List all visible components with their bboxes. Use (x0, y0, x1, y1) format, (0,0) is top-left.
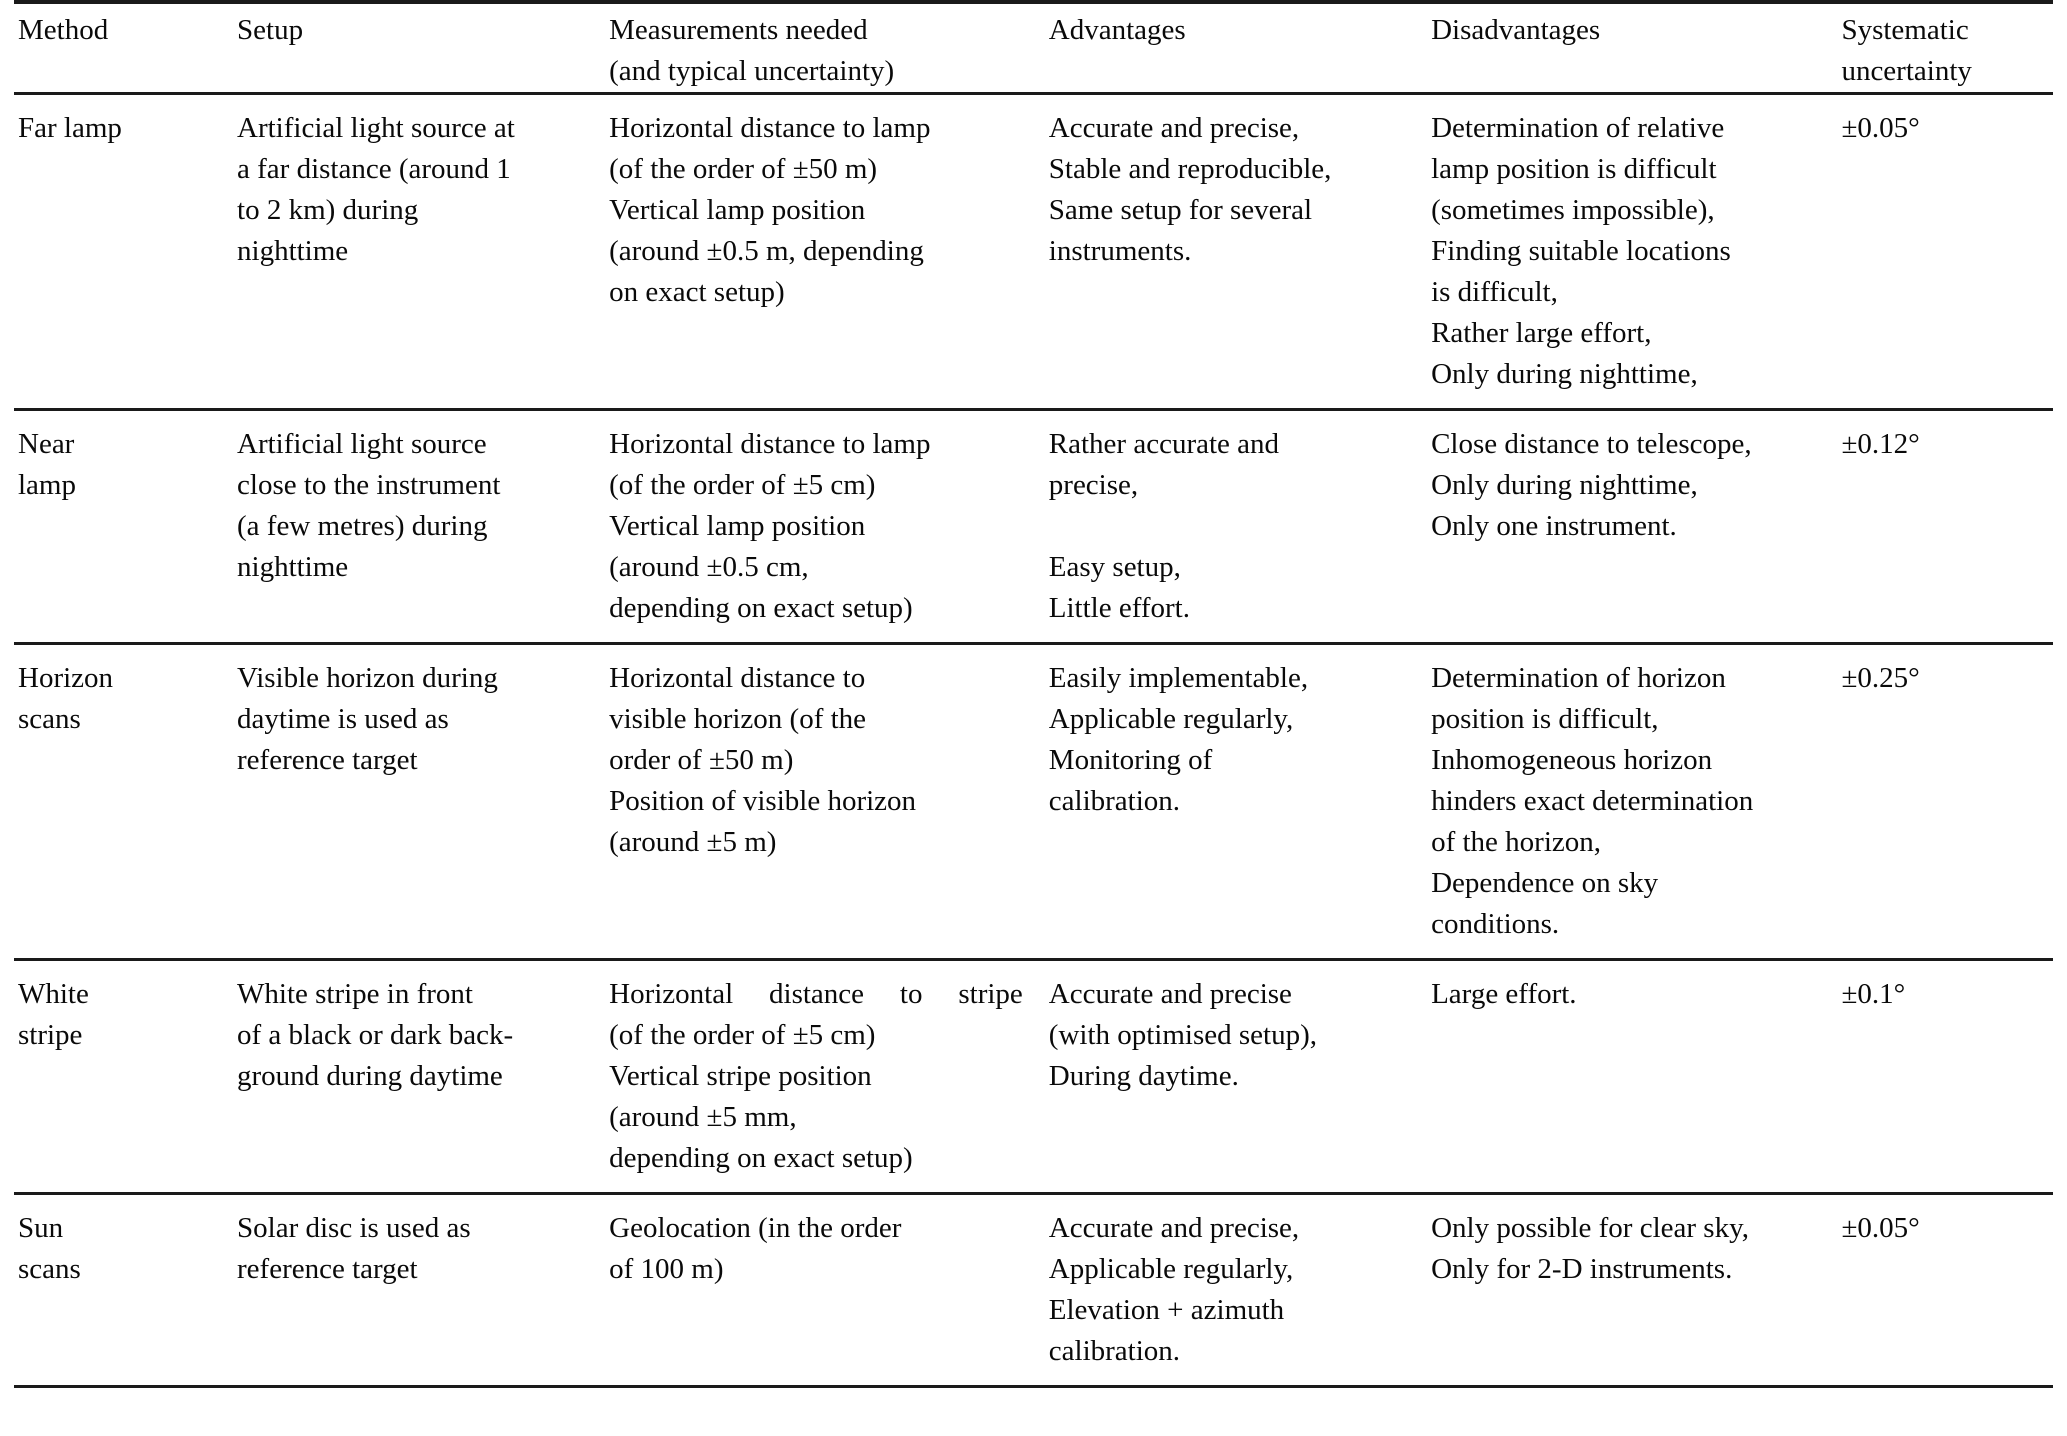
cell-disadvantages (1431, 1194, 1841, 1387)
cell-systematic-uncertainty (1841, 960, 2053, 1194)
method-line-2: stripe (18, 1019, 83, 1051)
setup-line-1: White stripe in front (237, 978, 473, 1010)
table-row (14, 1194, 2053, 1387)
advantages-line-3: Monitoring of (1048, 744, 1213, 776)
column-header-disadvantages-line-1: Disadvantages (1431, 14, 1601, 46)
method-line-1: Far lamp (18, 112, 122, 144)
disadvantages-line-7: Only during nighttime, (1431, 358, 1698, 390)
method-line-1: Near (18, 428, 75, 460)
table-row (14, 644, 2053, 960)
measurements-line-5: on exact setup) (609, 276, 785, 308)
setup-line-3: (a few metres) during (237, 510, 488, 542)
setup-line-2: reference target (237, 1253, 418, 1285)
disadvantages-line-7: conditions. (1431, 908, 1560, 940)
cell-method (14, 644, 237, 960)
top-rule (14, 2, 2053, 10)
measurements-line-2: (of the order of ±5 cm) (609, 1019, 876, 1051)
disadvantages-line-1: Determination of horizon (1431, 662, 1726, 694)
cell-systematic-uncertainty (1841, 644, 2053, 960)
cell-systematic-uncertainty (1841, 1194, 2053, 1387)
disadvantages-line-3: Inhomogeneous horizon (1431, 744, 1713, 776)
method-line-1: White (18, 978, 89, 1010)
column-header-systematic-uncertainty (1841, 10, 2053, 94)
advantages-line-5: Little effort. (1048, 592, 1190, 624)
cell-disadvantages (1431, 410, 1841, 644)
cell-setup (237, 960, 609, 1194)
disadvantages-line-1: Only possible for clear sky, (1431, 1212, 1749, 1244)
measurements-line-1: Horizontal distance to stripe (609, 978, 1023, 1010)
setup-line-4: nighttime (237, 551, 349, 583)
cell-disadvantages (1431, 960, 1841, 1194)
measurements-line-3: order of ±50 m) (609, 744, 794, 776)
setup-line-3: reference target (237, 744, 418, 776)
column-header-measurements-line-2: (and typical uncertainty) (609, 55, 895, 87)
measurements-line-1: Geolocation (in the order (609, 1212, 902, 1244)
disadvantages-line-4: Finding suitable locations (1431, 235, 1731, 267)
column-header-method (14, 10, 237, 94)
cell-advantages (1049, 960, 1431, 1194)
method-line-2: lamp (18, 469, 76, 501)
advantages-line-2: precise, (1048, 469, 1139, 501)
column-header-systematic-line-2: uncertainty (1841, 55, 1972, 87)
cell-method (14, 94, 237, 410)
measurements-line-3: Vertical lamp position (609, 510, 866, 542)
cell-advantages (1049, 644, 1431, 960)
measurements-line-2: of 100 m) (609, 1253, 724, 1285)
measurements-line-5: depending on exact setup) (609, 592, 913, 624)
column-header-measurements (609, 10, 1049, 94)
setup-line-1: Artificial light source at (237, 112, 515, 144)
column-header-disadvantages (1431, 10, 1841, 94)
bottom-rule (14, 1387, 2053, 1395)
cell-systematic-uncertainty (1841, 410, 2053, 644)
setup-line-2: close to the instrument (237, 469, 501, 501)
systematic-uncertainty-value: ±0.05° (1841, 112, 1920, 144)
advantages-line-2: Stable and reproducible, (1048, 153, 1332, 185)
table-row (14, 94, 2053, 410)
advantages-line-4: calibration. (1048, 1335, 1181, 1367)
cell-advantages (1049, 1194, 1431, 1387)
disadvantages-line-1: Close distance to telescope, (1431, 428, 1752, 460)
cell-setup (237, 644, 609, 960)
setup-line-1: Visible horizon during (237, 662, 498, 694)
header-row (14, 10, 2053, 94)
column-header-measurements-line-1: Measurements needed (609, 14, 868, 46)
cell-method (14, 1194, 237, 1387)
measurements-line-4: (around ±0.5 m, depending (609, 235, 924, 267)
disadvantages-line-2: lamp position is difficult (1431, 153, 1717, 185)
setup-line-3: ground during daytime (237, 1060, 503, 1092)
measurements-line-2: (of the order of ±5 cm) (609, 469, 876, 501)
measurements-line-2: visible horizon (of the (609, 703, 867, 735)
disadvantages-line-1: Determination of relative (1431, 112, 1725, 144)
cell-measurements (609, 960, 1049, 1194)
advantages-line-1: Accurate and precise, (1048, 1212, 1300, 1244)
table-row (14, 960, 2053, 1194)
column-header-systematic-line-1: Systematic (1841, 14, 1969, 46)
advantages-line-1: Accurate and precise, (1048, 112, 1300, 144)
cell-method (14, 960, 237, 1194)
measurements-line-4: (around ±5 mm, (609, 1101, 797, 1133)
advantages-line-4: calibration. (1048, 785, 1181, 817)
table-head (14, 2, 2053, 94)
disadvantages-line-2: Only during nighttime, (1431, 469, 1698, 501)
column-header-setup-line-1: Setup (237, 14, 304, 46)
column-header-setup (237, 10, 609, 94)
comparison-table (14, 0, 2053, 1394)
advantages-line-3: During daytime. (1048, 1060, 1239, 1092)
setup-line-1: Solar disc is used as (237, 1212, 471, 1244)
systematic-uncertainty-value: ±0.12° (1841, 428, 1920, 460)
cell-advantages (1049, 94, 1431, 410)
advantages-blank-line (1049, 506, 1405, 547)
advantages-line-3: Elevation + azimuth (1048, 1294, 1285, 1326)
measurements-line-1: Horizontal distance to lamp (609, 112, 931, 144)
cell-measurements (609, 1194, 1049, 1387)
method-line-2: scans (18, 703, 81, 735)
advantages-line-4: Easy setup, (1048, 551, 1181, 583)
measurements-line-3: Vertical lamp position (609, 194, 866, 226)
disadvantages-line-6: Dependence on sky (1431, 867, 1659, 899)
measurements-line-1: Horizontal distance to lamp (609, 428, 931, 460)
cell-setup (237, 94, 609, 410)
measurements-line-3: Vertical stripe position (609, 1060, 872, 1092)
disadvantages-line-2: position is difficult, (1431, 703, 1659, 735)
disadvantages-line-2: Only for 2-D instruments. (1431, 1253, 1733, 1285)
advantages-line-2: Applicable regularly, (1048, 703, 1294, 735)
disadvantages-line-5: of the horizon, (1431, 826, 1602, 858)
setup-line-4: nighttime (237, 235, 349, 267)
measurements-line-2: (of the order of ±50 m) (609, 153, 878, 185)
setup-line-2: daytime is used as (237, 703, 449, 735)
table-row (14, 410, 2053, 644)
measurements-line-1: Horizontal distance to (609, 662, 866, 694)
setup-line-2: a far distance (around 1 (237, 153, 511, 185)
cell-disadvantages (1431, 644, 1841, 960)
advantages-line-1: Easily implementable, (1048, 662, 1309, 694)
column-header-method-line-1: Method (18, 14, 109, 46)
method-line-2: scans (18, 1253, 81, 1285)
disadvantages-line-4: hinders exact determination (1431, 785, 1754, 817)
cell-measurements (609, 410, 1049, 644)
cell-setup (237, 1194, 609, 1387)
disadvantages-line-1: Large effort. (1431, 978, 1577, 1010)
method-line-1: Sun (18, 1212, 64, 1244)
systematic-uncertainty-value: ±0.05° (1841, 1212, 1920, 1244)
method-line-1: Horizon (18, 662, 114, 694)
systematic-uncertainty-value: ±0.25° (1841, 662, 1920, 694)
setup-line-2: of a black or dark back- (237, 1019, 514, 1051)
cell-disadvantages (1431, 94, 1841, 410)
cell-method (14, 410, 237, 644)
disadvantages-line-3: (sometimes impossible), (1431, 194, 1715, 226)
cell-systematic-uncertainty (1841, 94, 2053, 410)
top-rule-row (14, 2, 2053, 10)
measurements-line-4: Position of visible horizon (609, 785, 917, 817)
disadvantages-line-3: Only one instrument. (1431, 510, 1677, 542)
column-header-advantages-line-1: Advantages (1048, 14, 1186, 46)
table-body (14, 94, 2053, 1395)
measurements-line-5: depending on exact setup) (609, 1142, 913, 1174)
advantages-line-2: (with optimised setup), (1048, 1019, 1318, 1051)
cell-measurements (609, 94, 1049, 410)
disadvantages-line-5: is difficult, (1431, 276, 1558, 308)
bottom-rule-row (14, 1387, 2053, 1395)
advantages-line-2: Applicable regularly, (1048, 1253, 1294, 1285)
advantages-line-1: Rather accurate and (1048, 428, 1280, 460)
cell-measurements (609, 644, 1049, 960)
measurements-line-5: (around ±5 m) (609, 826, 777, 858)
setup-line-3: to 2 km) during (237, 194, 419, 226)
advantages-line-4: instruments. (1048, 235, 1192, 267)
systematic-uncertainty-value: ±0.1° (1841, 978, 1906, 1010)
advantages-line-1: Accurate and precise (1048, 978, 1292, 1010)
advantages-line-3: Same setup for several (1048, 194, 1313, 226)
column-header-advantages (1049, 10, 1431, 94)
cell-advantages (1049, 410, 1431, 644)
disadvantages-line-6: Rather large effort, (1431, 317, 1652, 349)
setup-line-1: Artificial light source (237, 428, 487, 460)
cell-setup (237, 410, 609, 644)
measurements-line-4: (around ±0.5 cm, (609, 551, 809, 583)
